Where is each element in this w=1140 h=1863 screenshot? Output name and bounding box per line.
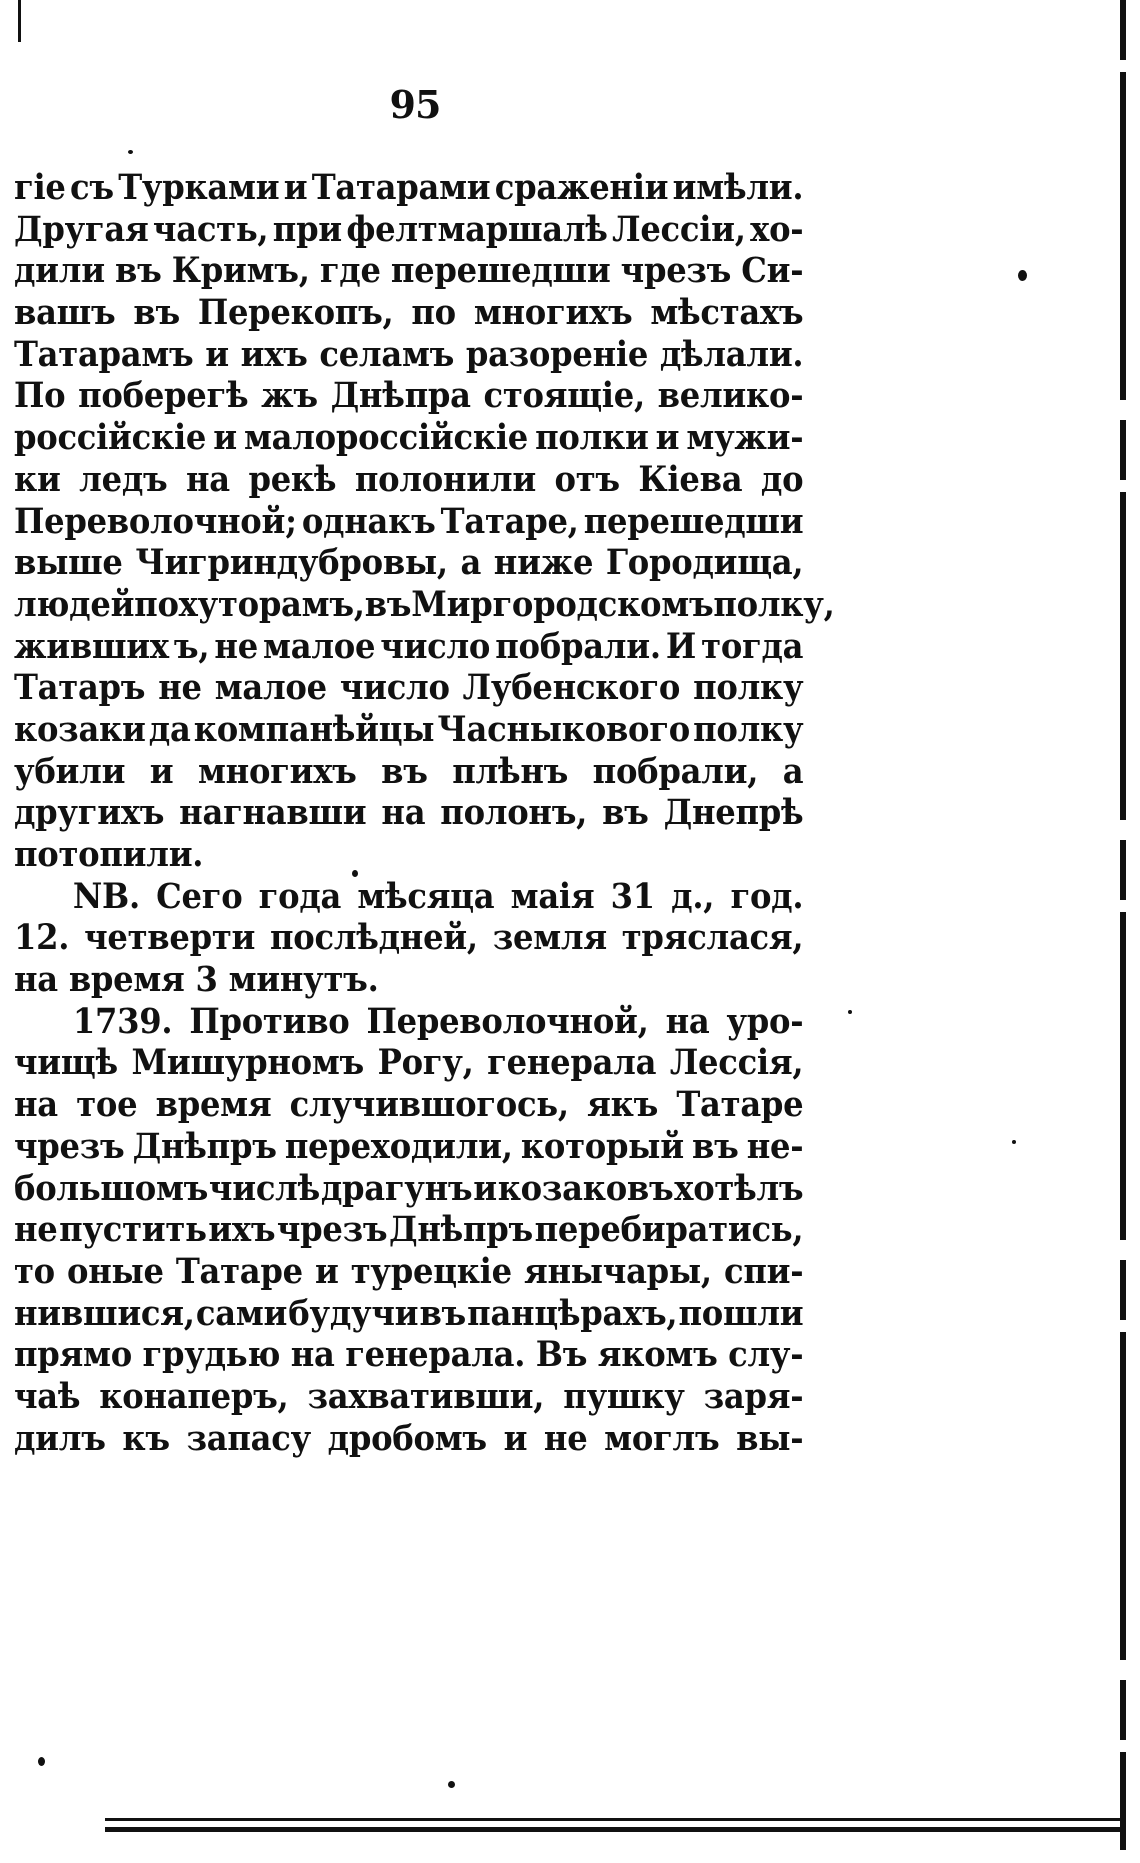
word: хотѣлъ — [674, 1167, 804, 1209]
word: Миргородскомъ — [411, 583, 714, 625]
word: въ — [133, 292, 180, 334]
ink-speck — [38, 1757, 45, 1766]
text-line — [14, 1126, 803, 1168]
word: полонили — [354, 458, 536, 500]
word: по — [411, 292, 456, 334]
word: не — [543, 1417, 588, 1459]
word: земля — [492, 917, 607, 959]
word: полку, — [713, 583, 835, 625]
word: чаѣ — [14, 1375, 81, 1417]
text-line — [14, 459, 803, 501]
word: людей — [14, 583, 135, 625]
word: въ — [602, 792, 649, 834]
word: тое — [76, 1084, 138, 1126]
word: а — [460, 542, 482, 584]
text-line — [14, 751, 803, 793]
text-line — [14, 209, 803, 251]
word: Днѣпра — [330, 375, 471, 417]
word: По — [14, 375, 66, 417]
word: д., — [671, 875, 715, 917]
word: якъ — [587, 1084, 659, 1126]
text-line-year-entry — [14, 1001, 803, 1043]
text-line-nb-note — [14, 876, 803, 918]
word: многихъ — [473, 292, 633, 334]
ink-speck — [352, 870, 358, 877]
word: Татаре — [175, 1250, 303, 1292]
text-line — [14, 1168, 803, 1210]
word: малороссійскіе — [243, 417, 528, 459]
word: стоящіе, — [483, 375, 645, 417]
word: ниже — [493, 542, 594, 584]
ink-speck — [1018, 270, 1027, 281]
word: дробомъ — [327, 1417, 487, 1459]
word: селамъ — [319, 333, 455, 375]
word: живших — [14, 625, 169, 667]
word: разореніе — [465, 333, 649, 375]
word: NB. — [72, 875, 140, 917]
word: чрезъ — [14, 1125, 125, 1167]
word: вы- — [736, 1417, 804, 1459]
word: многихъ — [197, 750, 357, 792]
word: Кримъ, — [171, 250, 310, 292]
word: перебиратись, — [534, 1209, 804, 1251]
word: Въ — [535, 1334, 588, 1376]
word: въ — [364, 583, 412, 625]
text-line — [14, 501, 803, 543]
text-line — [14, 667, 803, 709]
text-line — [14, 1209, 803, 1251]
text-line — [14, 250, 803, 292]
word: который — [520, 1125, 684, 1167]
word: послѣдней, — [270, 917, 478, 959]
word: Си- — [741, 250, 804, 292]
word: компанѣйцы — [193, 708, 435, 750]
word: сами — [195, 1292, 288, 1334]
word: дилъ — [14, 1417, 106, 1459]
word: запасу — [186, 1417, 311, 1459]
word: полки — [535, 417, 649, 459]
text-line — [14, 709, 803, 751]
word: а — [782, 750, 804, 792]
word: нившися, — [14, 1292, 195, 1334]
word: уро- — [726, 1000, 804, 1042]
word: прямо — [14, 1334, 132, 1376]
word: чрезъ — [276, 1209, 388, 1251]
word: ихъ — [240, 333, 308, 375]
word: полонъ, — [440, 792, 588, 834]
bottom-rule — [105, 1818, 1120, 1832]
text-line — [14, 334, 803, 376]
word: Чигриндубровы, — [135, 542, 448, 584]
word: Мишурномъ — [131, 1042, 364, 1084]
word: жъ — [261, 375, 318, 417]
word: Городища, — [605, 542, 804, 584]
word: малое — [263, 625, 376, 667]
word: драгунъ — [320, 1167, 473, 1209]
word: пустить — [59, 1209, 207, 1251]
text-line: на время 3 минутъ. — [14, 959, 379, 1001]
word: панцѣрахъ, — [467, 1292, 678, 1334]
text-line — [14, 1293, 803, 1335]
word: моглъ — [604, 1417, 720, 1459]
word: чищѣ — [14, 1042, 118, 1084]
word: велико- — [657, 375, 804, 417]
word: где — [319, 250, 381, 292]
text-line — [14, 1251, 803, 1293]
word: Другая — [14, 208, 149, 250]
word: маія — [510, 875, 595, 917]
word: на — [381, 792, 426, 834]
text-line — [14, 1084, 803, 1126]
word: и — [283, 167, 308, 208]
word: и — [213, 417, 237, 459]
word: на — [14, 1084, 58, 1126]
word: на — [665, 1000, 710, 1042]
text-line — [14, 1042, 803, 1084]
word: года — [258, 875, 342, 917]
word: козаковъ — [497, 1167, 674, 1209]
word: фелтмаршалѣ — [346, 208, 608, 250]
word: поберегѣ — [78, 375, 249, 417]
scan-edge-mark — [18, 0, 21, 42]
word: Днѣпръ — [132, 1125, 277, 1167]
text-line — [14, 417, 803, 459]
word: перешедши — [390, 250, 611, 292]
word: къ — [122, 1417, 170, 1459]
word: янычары, — [523, 1250, 712, 1292]
word: и — [314, 1250, 339, 1292]
word: Лубенского — [462, 667, 681, 709]
word: россійскіе — [14, 417, 207, 459]
word: тогда — [701, 625, 804, 667]
word: слу- — [728, 1334, 804, 1376]
word: и — [503, 1417, 528, 1459]
text-line — [14, 583, 835, 626]
word: съ — [70, 167, 114, 208]
word: 1739. — [72, 1000, 173, 1042]
word: Днѣпръ — [388, 1209, 533, 1251]
word: захвативши, — [307, 1375, 545, 1417]
word: числѣ — [208, 1167, 320, 1209]
word: Противо — [189, 1000, 350, 1042]
word: и — [205, 333, 229, 375]
text-line — [14, 375, 803, 417]
word: хо- — [750, 208, 804, 250]
word: Днепрѣ — [663, 792, 804, 834]
word: тряслася, — [621, 917, 804, 959]
word: вашъ — [14, 292, 116, 334]
word: Сего — [156, 875, 243, 917]
word: не- — [746, 1125, 804, 1167]
word: Рогу, — [377, 1042, 474, 1084]
word: Перекопъ, — [197, 292, 394, 334]
word: нагнавши — [179, 792, 367, 834]
word: грудью — [142, 1334, 281, 1376]
word: другихъ — [14, 792, 165, 834]
word: мѣсяца — [357, 875, 495, 917]
word: заря- — [703, 1375, 804, 1417]
word: турецкіе — [350, 1250, 512, 1292]
word: да — [148, 708, 191, 750]
ink-speck — [448, 1781, 455, 1788]
word: не — [158, 667, 202, 709]
word: сраженіи — [494, 167, 669, 208]
word: 12. — [14, 917, 70, 959]
word: и — [149, 750, 174, 792]
word: въ — [419, 1292, 466, 1334]
word: плѣнъ — [452, 750, 569, 792]
word: при — [272, 208, 342, 250]
text-line — [14, 292, 803, 334]
scan-right-edge — [1120, 0, 1126, 1850]
word: И — [665, 625, 697, 667]
text-line: потопили. — [14, 834, 204, 875]
word: 31 — [610, 875, 655, 917]
word: число — [339, 667, 450, 709]
word: малое — [214, 667, 327, 709]
word: Татарамъ — [14, 333, 194, 375]
word: козаки — [14, 708, 146, 750]
text-line — [14, 1334, 803, 1376]
word: генерала. — [345, 1334, 526, 1376]
word: Часныкового — [437, 708, 690, 750]
text-line — [14, 1376, 803, 1418]
word: имѣли. — [672, 167, 804, 208]
word: не — [214, 625, 258, 667]
word: въ — [381, 750, 428, 792]
text-line — [14, 626, 803, 668]
word: на — [186, 458, 230, 500]
page-number: 95 — [389, 82, 441, 127]
word: пошли — [678, 1292, 804, 1334]
word: ихъ — [208, 1209, 276, 1251]
word: время — [155, 1084, 272, 1126]
word: случившогось, — [289, 1084, 569, 1126]
word: Лессія, — [669, 1042, 804, 1084]
word: Кіева — [638, 458, 743, 500]
word: побрали. — [495, 625, 661, 667]
word: Переволочной; — [14, 500, 297, 542]
word: въ — [692, 1125, 739, 1167]
word: спи- — [723, 1250, 804, 1292]
word: мѣстахъ — [650, 292, 804, 334]
ink-speck — [1012, 1140, 1016, 1144]
word: Татаръ — [14, 667, 146, 709]
word: выше — [14, 542, 123, 584]
word: Переволочной, — [366, 1000, 649, 1042]
word: Татаре, — [440, 500, 579, 542]
body-text — [14, 167, 835, 1459]
word: якомъ — [597, 1334, 718, 1376]
word: однакъ — [301, 500, 436, 542]
word: и — [655, 417, 680, 459]
text-line — [14, 542, 803, 584]
word: пушку — [563, 1375, 685, 1417]
word: чрезъ — [620, 250, 732, 292]
word: отъ — [554, 458, 620, 500]
word: по — [134, 583, 179, 625]
word: полку — [693, 667, 804, 709]
word: рекѣ — [248, 458, 337, 500]
word: не — [14, 1209, 58, 1251]
word: убили — [14, 750, 126, 792]
text-line — [14, 1418, 803, 1460]
word: оные — [67, 1250, 164, 1292]
word: ки — [14, 458, 61, 500]
word: въ — [115, 250, 162, 292]
word: дили — [14, 250, 105, 292]
word: Татаре — [676, 1084, 804, 1126]
text-line — [14, 917, 803, 959]
word: большомъ — [14, 1167, 209, 1209]
text-line — [14, 792, 803, 834]
word: дѣлали. — [659, 333, 804, 375]
word: число — [380, 625, 491, 667]
word: Турками — [118, 167, 280, 208]
text-line — [14, 167, 803, 209]
word: мужи- — [686, 417, 804, 459]
word: конаперъ, — [99, 1375, 289, 1417]
word: четверти — [84, 917, 256, 959]
word: перешедши — [583, 500, 804, 542]
word: генерала — [487, 1042, 657, 1084]
word: полку — [693, 708, 804, 750]
word: и — [473, 1167, 497, 1209]
ink-speck — [128, 150, 133, 154]
word: часть, — [152, 208, 269, 250]
word: хуторамъ, — [178, 583, 365, 625]
word: то — [14, 1250, 55, 1292]
word: год. — [730, 875, 804, 917]
word: переходили, — [284, 1125, 513, 1167]
word: Лессіи, — [612, 208, 746, 250]
word: ледъ — [79, 458, 168, 500]
word: до — [760, 458, 804, 500]
word: на — [290, 1334, 335, 1376]
word: будучи — [288, 1292, 419, 1334]
word: Татарами — [311, 167, 491, 208]
ink-speck — [848, 1010, 852, 1014]
word: побрали, — [592, 750, 759, 792]
word: ъ, — [173, 625, 210, 667]
word: гіе — [14, 167, 66, 208]
